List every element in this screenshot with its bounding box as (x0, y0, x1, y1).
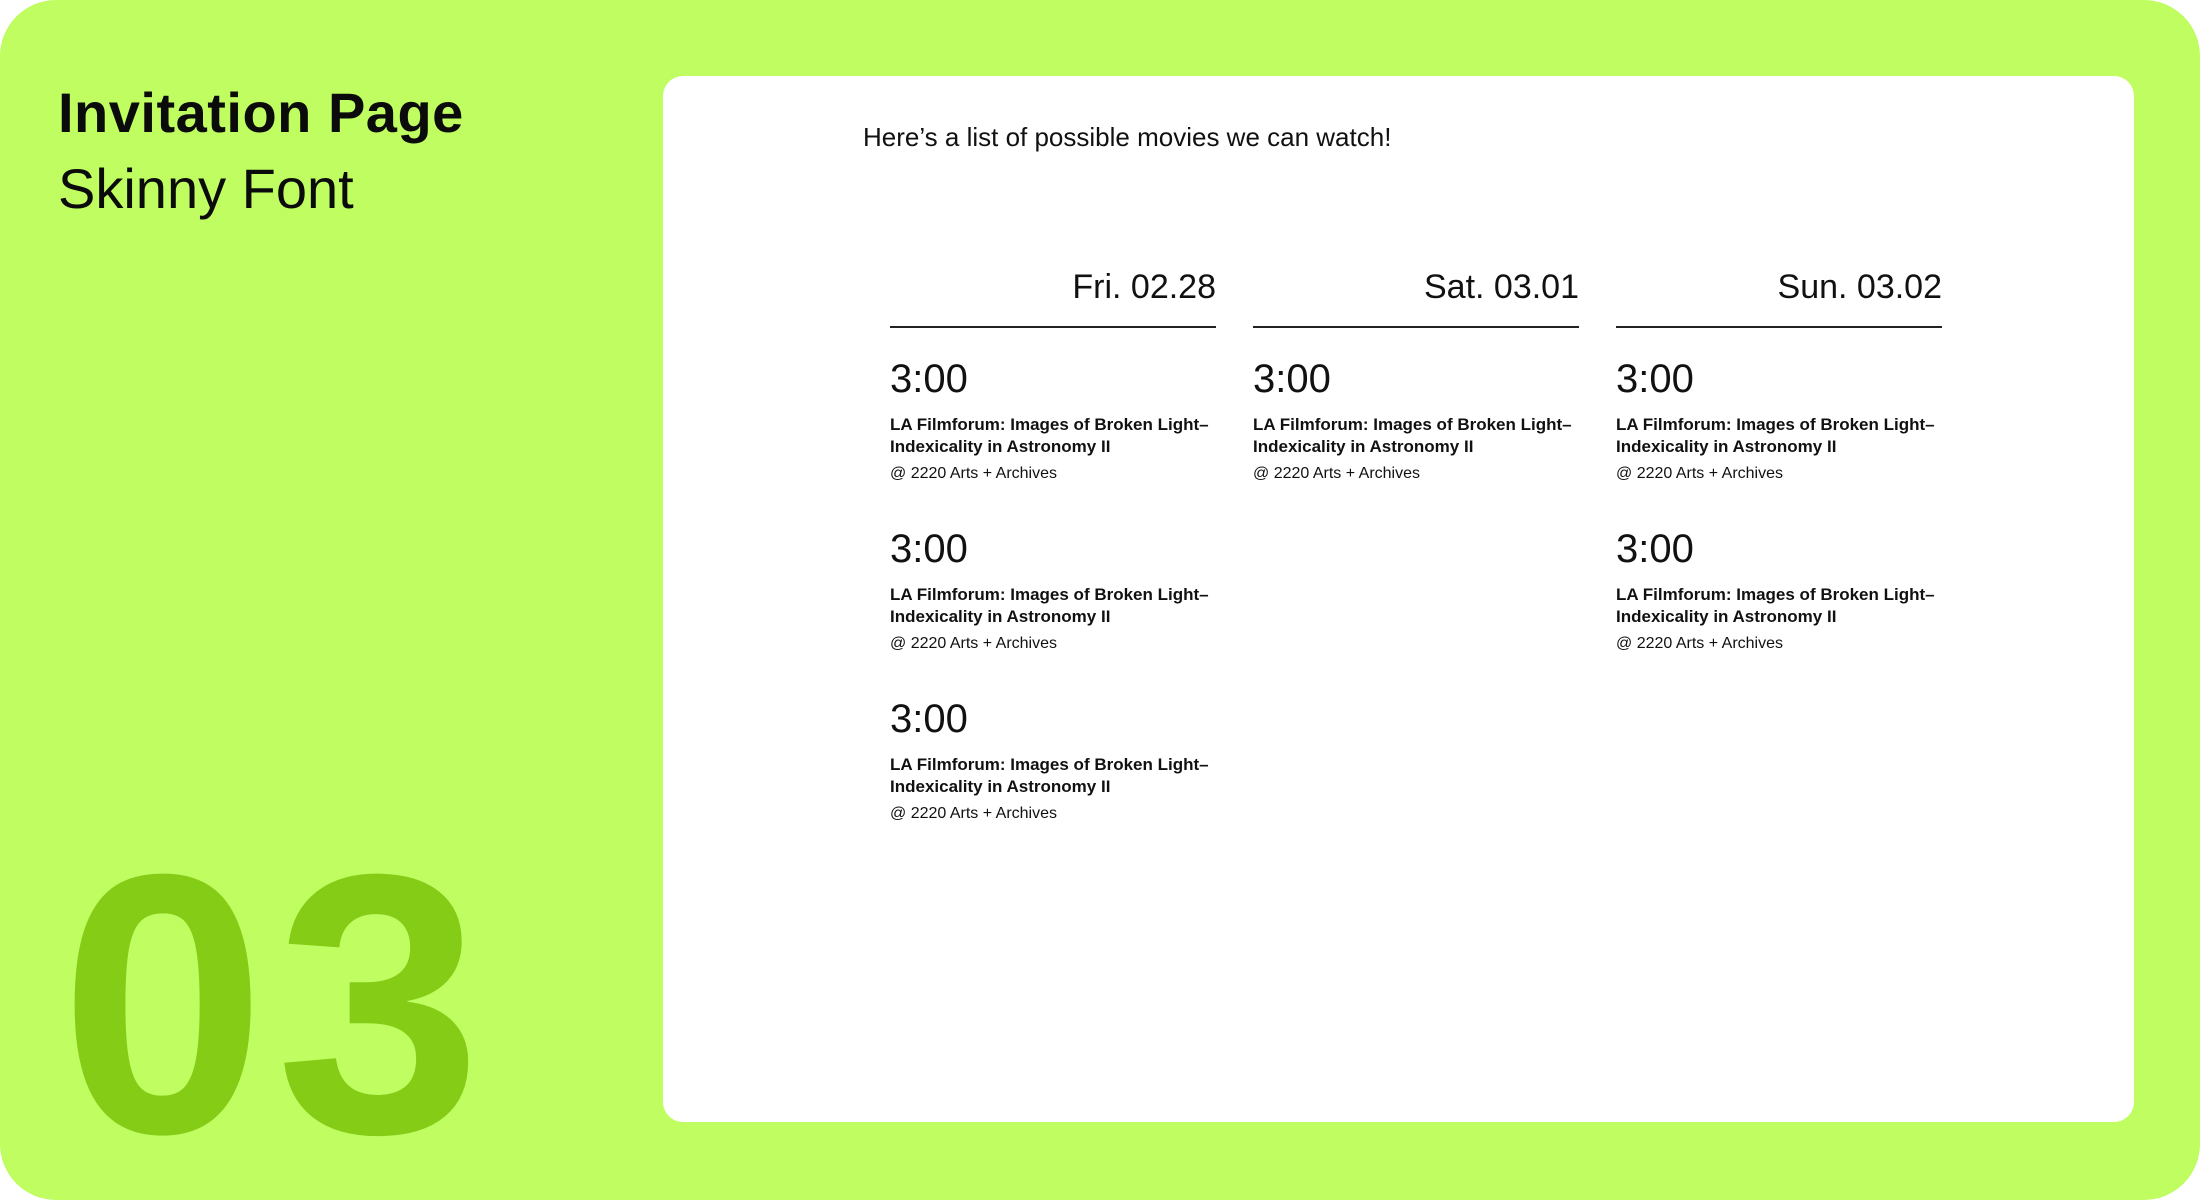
event-title: LA Filmforum: Images of Broken Light–Indexicality in Astronomy II (890, 585, 1209, 626)
event-item[interactable] (890, 696, 1216, 866)
day-column-fri (890, 263, 1216, 866)
event-list (1616, 328, 1942, 696)
event-title: LA Filmforum: Images of Broken Light–Indexicality in Astronomy II (890, 755, 1209, 796)
intro-text: Here’s a list of possible movies we can watch! (863, 122, 1392, 152)
event-title: LA Filmforum: Images of Broken Light–Indexicality in Astronomy II (1616, 415, 1935, 456)
page-subtitle: Skinny Font (58, 157, 354, 220)
event-item[interactable] (890, 356, 1216, 526)
event-venue: @ 2220 Arts + Archives (1616, 635, 1783, 652)
event-item[interactable] (1616, 356, 1942, 526)
event-venue: @ 2220 Arts + Archives (1616, 465, 1783, 482)
invitation-card (663, 76, 2134, 1122)
event-venue: @ 2220 Arts + Archives (1253, 465, 1420, 482)
day-header: Sun. 03.02 (1777, 268, 1942, 306)
event-list (1253, 328, 1579, 526)
event-time: 3:00 (890, 357, 968, 401)
event-venue: @ 2220 Arts + Archives (890, 635, 1057, 652)
event-time: 3:00 (890, 527, 968, 571)
day-header: Fri. 02.28 (1072, 268, 1216, 306)
day-column-sat (1253, 263, 1579, 526)
event-title: LA Filmforum: Images of Broken Light–Indexicality in Astronomy II (1616, 585, 1935, 626)
event-venue: @ 2220 Arts + Archives (890, 805, 1057, 822)
event-time: 3:00 (1253, 357, 1331, 401)
slide-number: 03 (60, 798, 492, 1200)
event-title: LA Filmforum: Images of Broken Light–Indexicality in Astronomy II (890, 415, 1209, 456)
event-time: 3:00 (890, 697, 968, 741)
event-list (890, 328, 1216, 866)
event-time: 3:00 (1616, 357, 1694, 401)
page-title: Invitation Page (58, 81, 464, 144)
event-item[interactable] (890, 526, 1216, 696)
event-time: 3:00 (1616, 527, 1694, 571)
day-header: Sat. 03.01 (1423, 268, 1579, 306)
event-title: LA Filmforum: Images of Broken Light–Indexicality in Astronomy II (1253, 415, 1572, 456)
day-column-sun (1616, 263, 1942, 696)
event-item[interactable] (1253, 356, 1579, 526)
event-item[interactable] (1616, 526, 1942, 696)
event-venue: @ 2220 Arts + Archives (890, 465, 1057, 482)
